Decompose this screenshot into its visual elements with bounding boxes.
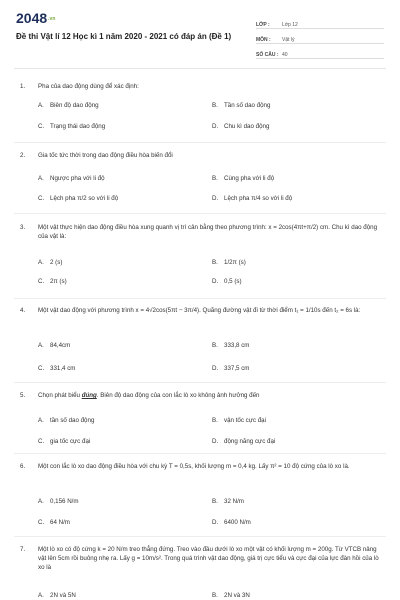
question-text-part: Chọn phát biểu (38, 392, 82, 399)
header-divider (14, 68, 386, 69)
question-divider (14, 298, 386, 299)
option-letter: D. (212, 195, 219, 202)
option-letter: D. (212, 519, 219, 526)
question-number: 5. (20, 392, 26, 399)
option-d[interactable] (212, 278, 242, 285)
option-text: 2 (s) (50, 259, 63, 266)
option-text: 0,5 (s) (224, 278, 242, 285)
option-text: Biên độ dao động (50, 102, 99, 109)
page-title: Đề thi Vật lí 12 Học kì 1 năm 2020 - 2021 có đáp án (Đề 1) (16, 32, 232, 41)
option-letter: C. (38, 438, 45, 445)
question-5 (20, 392, 380, 401)
option-text: Chu kì dao động (224, 123, 270, 130)
option-c[interactable] (38, 519, 70, 526)
option-text: 84,4cm (50, 342, 71, 349)
question-number: 6. (20, 463, 26, 470)
option-c[interactable] (38, 123, 105, 130)
option-d[interactable] (212, 123, 269, 130)
option-text: Cùng pha với li độ (224, 175, 275, 182)
question-2 (20, 152, 380, 161)
option-letter: A. (38, 342, 44, 349)
option-letter: A. (38, 592, 44, 599)
option-d[interactable] (212, 438, 275, 445)
question-number: 2. (20, 152, 26, 159)
option-letter: D. (212, 123, 219, 130)
option-letter: D. (212, 278, 219, 285)
option-b[interactable] (212, 259, 246, 266)
option-text: 2N và 5N (50, 592, 76, 599)
site-logo[interactable] (16, 10, 55, 26)
option-text: 32 N/m (224, 498, 244, 505)
question-text: Một vật dao động với phương trình x = 4√2cos(5πt − 3π/4). Quãng đường vật đi từ thời điểm t₁ = 1/10s đến t₂ = 6s là: (38, 307, 361, 314)
question-divider (14, 453, 386, 454)
option-text: Ngược pha với li độ (50, 175, 105, 182)
document-header (0, 0, 400, 62)
option-letter: B. (212, 498, 218, 505)
option-letter: B. (212, 592, 218, 599)
question-6 (20, 463, 380, 472)
meta-key: MÔN : (256, 37, 271, 43)
option-letter: C. (38, 519, 45, 526)
option-c[interactable] (38, 278, 67, 285)
question-divider (14, 213, 386, 214)
meta-value: Lớp 12 (282, 22, 298, 28)
option-b[interactable] (212, 342, 249, 349)
question-1 (20, 83, 380, 92)
option-text: 64 N/m (50, 519, 70, 526)
option-text: Lệch pha π/4 so với li độ (224, 195, 293, 202)
logo-text: 2048 (16, 10, 48, 26)
option-text: 2π (s) (50, 278, 67, 285)
option-letter: C. (38, 365, 45, 372)
option-b[interactable] (212, 592, 250, 599)
option-letter: C. (38, 278, 45, 285)
question-4 (20, 307, 380, 316)
option-text: gia tốc cực đại (50, 438, 91, 445)
question-number: 4. (20, 307, 26, 314)
option-letter: C. (38, 195, 45, 202)
question-text-part: . Biên độ dao động của con lắc lò xo không ảnh hưởng đến (96, 392, 260, 399)
option-a[interactable] (38, 342, 70, 349)
meta-row-subject (256, 29, 384, 44)
option-c[interactable] (38, 195, 118, 202)
meta-key: SỐ CÂU : (256, 52, 279, 58)
option-letter: B. (212, 259, 218, 266)
option-c[interactable] (38, 365, 75, 372)
option-text: Trạng thái dao động (50, 123, 106, 130)
option-letter: D. (212, 365, 219, 372)
option-a[interactable] (38, 102, 99, 109)
meta-row-count (256, 44, 384, 59)
option-d[interactable] (212, 365, 249, 372)
option-d[interactable] (212, 519, 251, 526)
option-text: 337,5 cm (224, 365, 250, 372)
meta-value: Vật lý (282, 37, 295, 43)
question-text: Pha của dao động dùng để xác định: (38, 83, 139, 90)
exam-meta (256, 14, 384, 59)
question-text: Một vật thực hiện dao động điều hòa xung quanh vị trí cân bằng theo phương trình: x = 2cos(4πt+π/2) cm. Chu kì dao động của vật là: (38, 224, 378, 240)
logo-suffix: .vn (48, 16, 56, 23)
question-text: Một lò xo có độ cứng k = 20 N/m treo thẳng đứng. Treo vào đầu dưới lò xo một vật có khối lượng m = 200g. Từ VTCB nâng vật lên 5cm rồi buông nhẹ ra. Lấy g = 10m/s². Trong quá trình vật dao động, giá trị cực tiểu và cực đại của lực đàn hồi của lò xo là (38, 546, 379, 571)
option-text: 2N và 3N (224, 592, 250, 599)
option-letter: A. (38, 417, 44, 424)
meta-row-class (256, 14, 384, 29)
option-text: 331,4 cm (50, 365, 76, 372)
option-letter: B. (212, 417, 218, 424)
option-a[interactable] (38, 592, 76, 599)
question-text (38, 392, 380, 401)
option-letter: A. (38, 102, 44, 109)
option-text: 6400 N/m (224, 519, 251, 526)
option-text: 0,156 N/m (50, 498, 79, 505)
meta-key: LỚP : (256, 22, 270, 28)
emphasis-word: đúng (81, 392, 97, 399)
option-b[interactable] (212, 175, 274, 182)
option-c[interactable] (38, 438, 90, 445)
question-divider (14, 382, 386, 383)
meta-value: 40 (282, 52, 288, 58)
option-text: 333,8 cm (224, 342, 250, 349)
option-b[interactable] (212, 417, 266, 424)
option-a[interactable] (38, 417, 94, 424)
question-7 (20, 546, 380, 573)
option-letter: B. (212, 342, 218, 349)
question-divider (14, 142, 386, 143)
option-b[interactable] (212, 102, 270, 109)
question-text: Gia tốc tức thời trong dao động điều hòa biến đổi (38, 152, 173, 159)
option-letter: B. (212, 102, 218, 109)
option-text: Tần số dao động (224, 102, 271, 109)
option-a[interactable] (38, 175, 105, 182)
question-divider (14, 536, 386, 537)
question-number: 1. (20, 83, 26, 90)
option-letter: D. (212, 438, 219, 445)
option-text: Lệch pha π/2 so với li độ (50, 195, 119, 202)
question-number: 7. (20, 546, 26, 553)
option-letter: C. (38, 123, 45, 130)
option-text: 1/2π (s) (224, 259, 246, 266)
option-letter: A. (38, 498, 44, 505)
option-d[interactable] (212, 195, 292, 202)
question-text: Một con lắc lò xo dao động điều hòa với chu kỳ T = 0,5s, khối lượng m = 0,4 kg. Lấy π² = 10 độ cứng của lò xo là. (38, 463, 350, 470)
option-letter: A. (38, 175, 44, 182)
question-3 (20, 224, 380, 242)
option-text: vận tốc cực đại (224, 417, 266, 424)
option-text: tần số dao động (50, 417, 95, 424)
option-b[interactable] (212, 498, 244, 505)
option-letter: B. (212, 175, 218, 182)
question-number: 3. (20, 224, 26, 231)
option-letter: A. (38, 259, 44, 266)
option-a[interactable] (38, 259, 62, 266)
option-a[interactable] (38, 498, 79, 505)
option-text: động năng cực đại (224, 438, 276, 445)
